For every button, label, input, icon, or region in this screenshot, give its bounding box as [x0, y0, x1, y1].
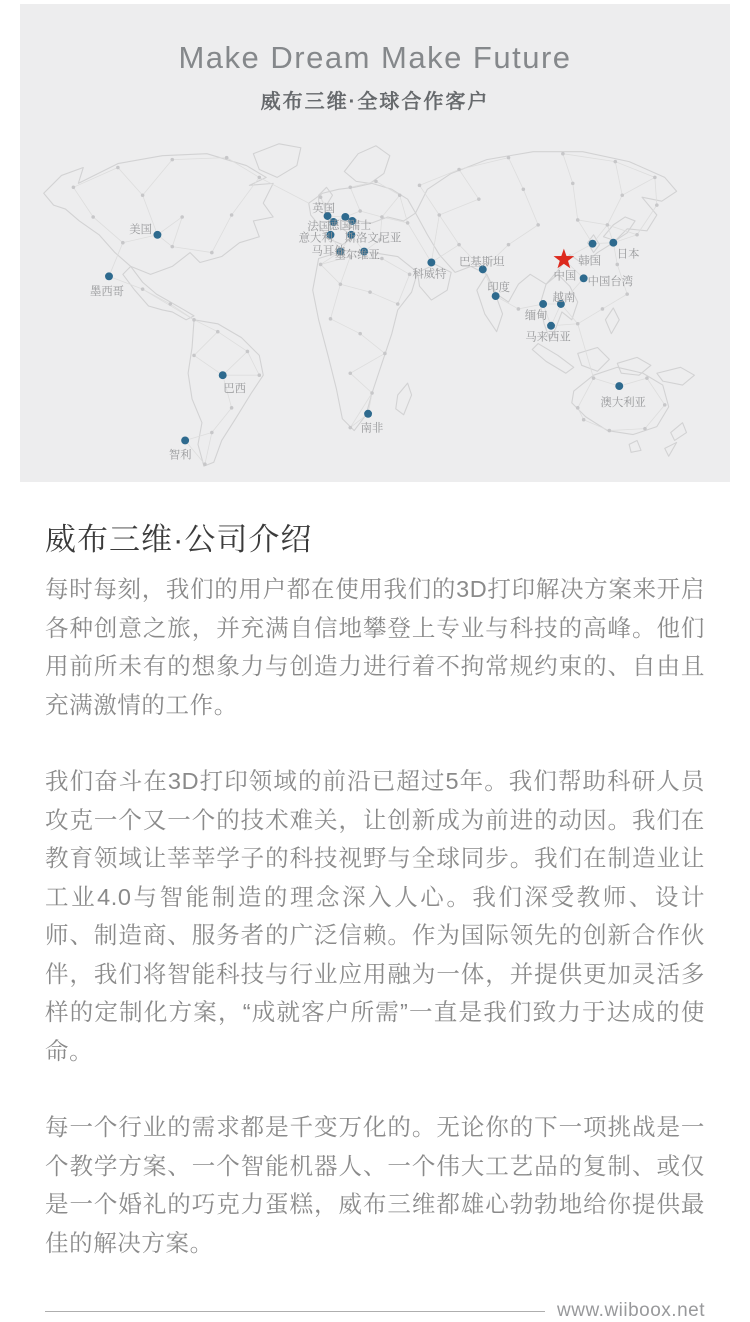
china-star-icon — [554, 249, 575, 269]
map-location-label: 印度 — [487, 282, 510, 295]
world-map — [20, 126, 730, 482]
map-location-label: 德国 — [328, 219, 351, 232]
map-location-dot — [589, 240, 597, 248]
map-location-label: 马耳他 — [311, 245, 346, 258]
website-url: www.wiiboox.net — [557, 1300, 705, 1321]
map-location-dot — [580, 274, 588, 282]
map-location-label: 科威特 — [412, 268, 447, 281]
map-location-label: 法国 — [307, 220, 331, 233]
map-labels — [90, 201, 646, 461]
map-location-label: 南非 — [360, 422, 384, 435]
map-location-dot — [547, 322, 555, 330]
map-location-dot — [609, 239, 617, 247]
map-location-dot — [153, 231, 161, 239]
hero-title: Make Dream Make Future — [178, 40, 572, 75]
map-location-label: 日本 — [616, 248, 640, 261]
map-location-dot — [219, 371, 227, 379]
map-location-dot — [364, 410, 372, 418]
footer — [45, 1300, 705, 1322]
map-location-label: 美国 — [129, 223, 153, 236]
map-location-dot — [615, 382, 623, 390]
footer-divider — [45, 1311, 545, 1312]
map-location-label: 韩国 — [578, 255, 601, 268]
map-location-label: 墨西哥 — [89, 286, 125, 299]
map-location-label: 中国 — [553, 270, 577, 283]
intro-paragraph: 每一个行业的需求都是千变万化的。无论你的下一项挑战是一个教学方案、一个智能机器人、一个伟大工艺品的复制、或仅是一个婚礼的巧克力蛋糕，威布三维都雄心勃勃地给你提供最佳的解决方案。 — [45, 1114, 705, 1256]
map-location-label: 巴基斯坦 — [459, 256, 505, 269]
map-location-label: 中国台湾 — [587, 276, 634, 289]
hero-subtitle: 威布三维·全球合作客户 — [260, 91, 490, 113]
intro-paragraph: 每时每刻，我们的用户都在使用我们的3D打印解决方案来开启各种创意之旅，并充满自信地攀登上专业与科技的高峰。他们用前所未有的想象力与创造力进行着不拘常规约束的、自由且充满激情的工作。 — [45, 576, 705, 718]
map-location-label: 斯洛文尼亚 — [344, 232, 402, 245]
map-location-label: 缅甸 — [524, 309, 548, 322]
map-location-label: 塞尔维亚 — [334, 249, 380, 262]
map-location-label: 越南 — [552, 292, 576, 305]
map-location-dot — [539, 300, 547, 308]
intro-paragraph: 我们奋斗在3D打印领域的前沿已超过5年。我们帮助科研人员攻克一个又一个的技术难关，让创新成为前进的动因。我们在教育领域让莘莘学子的科技视野与全球同步。我们在制造业让工业4.0与智能制造的理念深入人心。我们深受教师、设计师、制造商、服务者的广泛信赖。作为国际领先的创新合作伙伴，我们将智能科技与行业应用融为一体，并提供更加灵活多样的定制化方案，“成就客户所需”一直是我们致力于达成的使命。 — [45, 768, 705, 1064]
section-heading: 威布三维·公司介绍 — [45, 522, 313, 557]
map-location-dot — [105, 272, 113, 280]
map-location-label: 瑞士 — [348, 219, 372, 232]
continent-outlines — [44, 144, 695, 466]
map-location-label: 澳大利亚 — [600, 396, 646, 409]
global-customers-panel — [20, 4, 730, 482]
map-location-dot — [427, 259, 435, 267]
company-intro-section — [45, 522, 705, 1262]
map-location-label: 马来西亚 — [525, 331, 571, 344]
map-location-label: 英国 — [312, 203, 335, 216]
map-location-label: 智利 — [168, 449, 192, 462]
map-location-label: 意大利 — [298, 232, 333, 245]
map-location-label: 巴西 — [223, 383, 246, 396]
map-location-dot — [181, 437, 189, 445]
